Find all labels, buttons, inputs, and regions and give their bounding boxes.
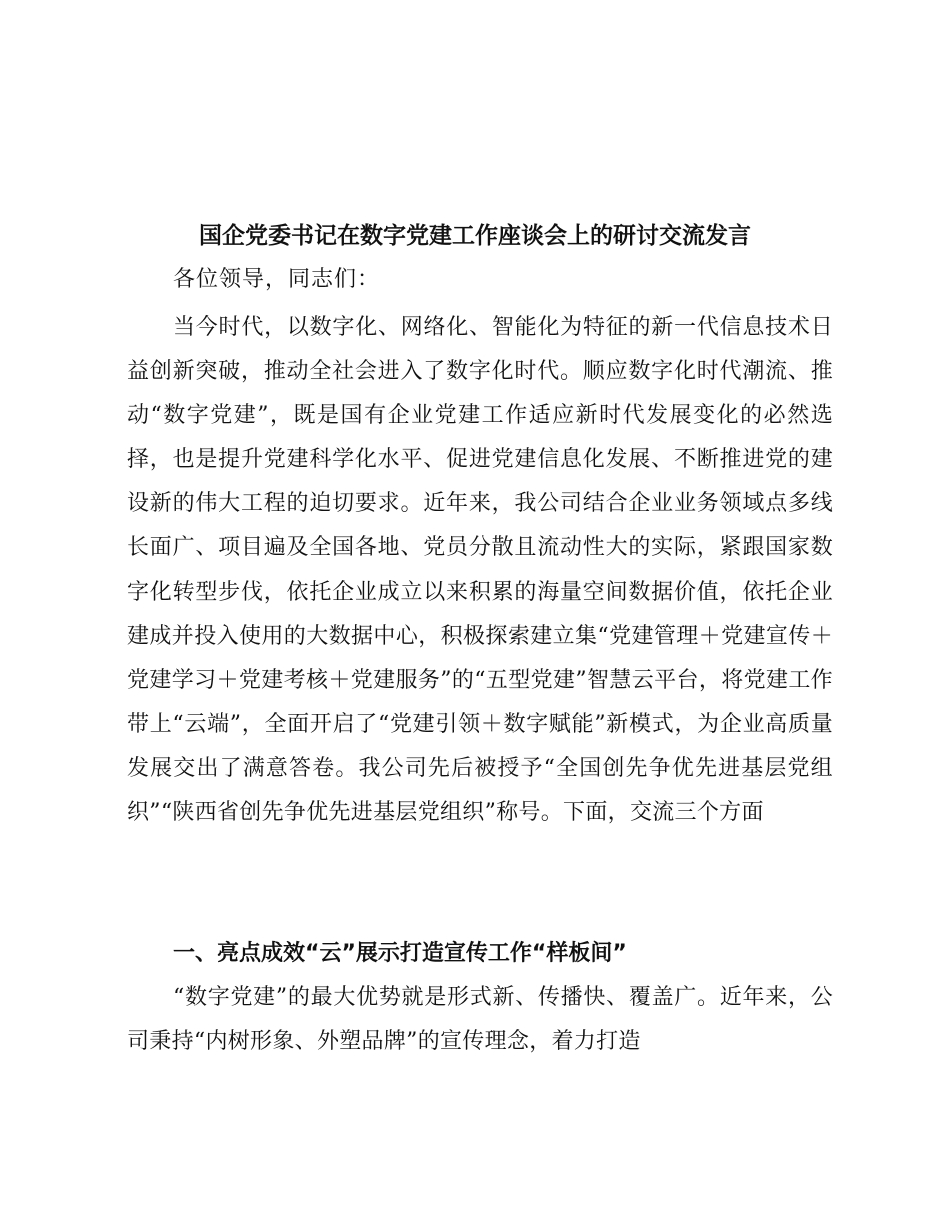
body-paragraph-intro: 当今时代，以数字化、网络化、智能化为特征的新一代信息技术日益创新突破，推动全社会进入了数字化时代。顺应数字化时代潮流、推动“数字党建”，既是国有企业党建工作适应新时代发展变化的必然选择，也是提升党建科学化水平、促进党建信息化发展、不断推进党的建设新的伟大工程的迫切要求。近年来，我公司结合企业业务领域点多线长面广、项目遍及全国各地、党员分散且流动性大的实际，紧跟国家数字化转型步伐，依托企业成立以来积累的海量空间数据价值，依托企业建成并投入使用的大数据中心，积极探索建立集“党建管理＋党建宣传＋党建学习＋党建考核＋党建服务”的“五型党建”智慧云平台，将党建工作带上“云端”，全面开启了“党建引领＋数字赋能”新模式，为企业高质量发展交出了满意答卷。我公司先后被授予“全国创先争优先进基层党组织”“陕西省创先争优先进基层党组织”称号。下面，交流三个方面: [127, 315, 833, 826]
salutation: 各位领导，同志们：: [173, 267, 381, 292]
section-heading-1: 一、亮点成效“云”展示打造宣传工作“样板间”: [173, 941, 627, 966]
body-paragraph-section-1: “数字党建”的最大优势就是形式新、传播快、覆盖广。近年来，公司秉持“内树形象、外塑品牌”的宣传理念，着力打造: [127, 985, 833, 1055]
document-title: 国企党委书记在数字党建工作座谈会上的研讨交流发言: [199, 222, 751, 249]
